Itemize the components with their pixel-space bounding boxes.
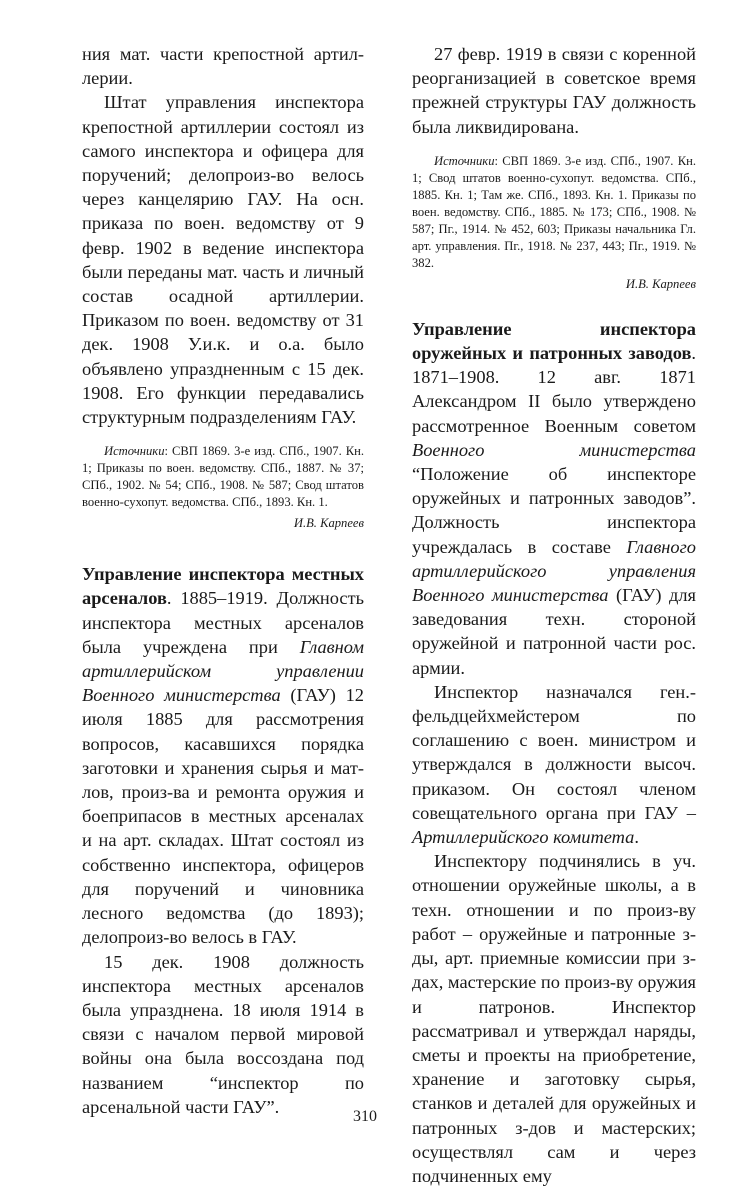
sources-note-1: [82, 443, 364, 511]
author-signature-1: И.В. Карпеев: [293, 516, 364, 531]
article-title-local-arsenals: Управление инспектора местных арсеналов: [82, 564, 364, 609]
paragraph-subordination: Инспектору подчинялись в уч. отношении оружейные школы, а в техн. отношении и по произ-ву работ – оружейные и патронные з-ды, арт. приемные комиссии при з-дах, мастерские по произ-ву оружия и патронов. Инспектор рассматривал и утверждал наряды, сметы и проекты на приобретение, хранение и заготовку сырья, станков и деталей для оружейных и патронных з-дов и мастерских; осуществлял сам и через подчиненных ему: [412, 851, 696, 1186]
article-arms-factories: Управление инспектора оружейных и патронных заводов. 1871–1908. 12 авг. 1871 Александром II было утверждено рассмотренное Военным советом Военного министерства “Положение об инспекторе оружейных и патронных заводов”. Должность инспектора учреждалась в составе Главного артиллерийского управления Военного министерства (ГАУ) для заведования техн. стороной оружейной и патронной части рос. армии.: [412, 318, 696, 678]
sources-note-2: [412, 153, 696, 272]
left-column: [82, 42, 364, 1119]
sources-label: Источники: [104, 444, 165, 459]
right-column: [412, 42, 696, 1188]
article-local-arsenals: Управление инспектора местных арсеналов. 1885–1919. Должность инспектора местных арсеналов была учреждена при Главном артиллерийском управлении Военного министерства (ГАУ) 12 июля 1885 для рассмотрения вопросов, касавшихся порядка заготовки и хранения сырья и мат-лов, произ-ва и ремонта оружия и боеприпасов в местных арсеналах и на арт. складах. Штат состоял из собственно инспектора, офицеров для поручений и чиновника лесного ведомства (до 1893); делопроиз-во велось в ГАУ.: [82, 564, 364, 948]
paragraph-continuation: ния мат. части крепостной артил-лерии.: [82, 44, 364, 89]
sources-text: : СВП 1869. 3-е изд. СПб., 1907. Кн. 1; Приказы по воен. ведомству. СПб., 1887. № 37; СПб., 1902. № 54; СПб., 1908. № 587; Свод штатов военно-сухопут. ведомства. СПб., 1893. Кн. 1.: [82, 444, 364, 510]
sources-label: Источники: [434, 153, 495, 168]
author-signature-2: И.В. Карпеев: [625, 276, 696, 291]
paragraph-staff: Штат управления инспектора крепостной артиллерии состоял из самого инспектора и офицера для поручений; делопроиз-во велось через канцелярию ГАУ. На осн. приказа по воен. ведомству от 9 февр. 1902 в ведение инспектора были переданы мат. часть и личный состав осадной артиллерии. Приказом по воен. ведомству от 31 дек. 1908 У.и.к. и о.а. было объявлено упраздненным с 15 дек. 1908. Его функции передавались структурным подразделениям ГАУ.: [82, 92, 364, 428]
sources-text: : СВП 1869. 3-е изд. СПб., 1907. Кн. 1; Свод штатов военно-сухопут. ведомства. СПб., 1885. Кн. 1; Там же. СПб., 1893. Кн. 1. Приказы по воен. ведомству. СПб., 1885. № 173; СПб., 1908. № 587; Пг., 1914. № 452, 603; Приказы начальника Гл. арт. управления. Пг., 1918. № 237, 443; Пг., 1919. № 382.: [412, 153, 696, 270]
paragraph-appointment: Инспектор назначался ген.-фельдцейхмейстером по соглашению с воен. министром и утверждался в должности высоч. приказом. Он состоял членом совещательного органа при ГАУ – Артиллерийского комитета.: [412, 681, 696, 848]
article-title-arms-factories: Управление инспектора оружейных и патронных заводов: [412, 318, 696, 364]
paragraph-liquidation: 27 февр. 1919 в связи с коренной реорганизацией в советское время прежней структуры ГАУ должность была ликвидирована.: [412, 44, 696, 137]
page-number: 310: [353, 1108, 377, 1125]
paragraph-abolition: 15 дек. 1908 должность инспектора местных арсеналов была упразднена. 18 июля 1914 в связи с началом первой мировой войны она была воссоздана под названием “инспектор по арсенальной части ГАУ”.: [82, 951, 364, 1117]
